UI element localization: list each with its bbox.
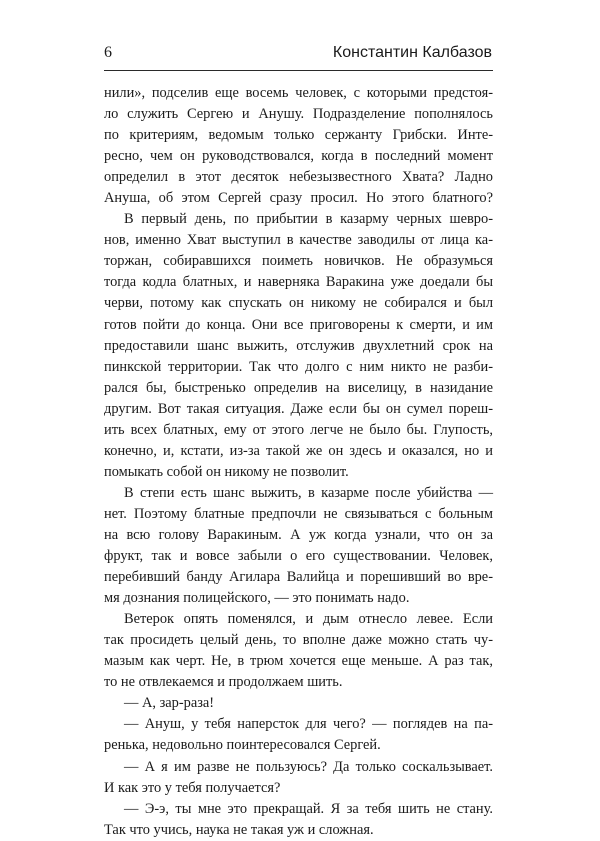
text-line: то не отвлекаемся и продолжаем шить. [104,674,343,691]
text-line: так просидеть целый день, то вполне даже можно стать чу- [104,632,493,649]
text-line: — Ануш, у тебя наперсток для чего? — поглядев на па- [124,716,493,733]
text-line: готов пойти до конца. Они все приговорены к смерти, и им [104,316,493,333]
text-line: другим. Вот такая ситуация. Даже если бы он сумел пореш- [104,400,493,417]
text-line: нет. Поэтому блатные предпочли не связываться с больным [104,505,493,522]
text-line: Так что учись, наука не такая уж и сложная. [104,821,374,838]
text-line: фрукт, так и вовсе забыли о его существовании. Человек, [104,548,493,565]
header-rule [104,70,493,71]
text-line: нов, именно Хват выступил в качестве заводилы от лица ка- [104,232,493,249]
text-line: И как это у тебя получается? [104,779,281,796]
text-line: предоставили шанс выжить, отслужив двухлетний срок на [104,337,493,354]
text-line: черви, потому как спускать он никому не собирался и был [104,295,493,312]
text-line: ресно, чем он руководствовался, когда в последний момент [104,148,493,165]
text-line: Ануша, об этом Сергей сразу просил. Но этого блатного? [104,190,493,207]
text-line: В первый день, по прибытии в казарму черных шевро- [124,211,493,228]
text-line: — Э-э, ты мне это прекращай. Я за тебя шить не стану. [124,800,493,817]
text-line: рался бы, быстренько определив на виселицу, в назидание [104,379,493,396]
text-line: определил в этот десяток небезызвестного Хвата? Ладно [104,169,493,186]
text-line: нили», подселив еще восемь человек, с которыми предстоя- [104,85,493,101]
text-line: Ветерок опять поменялся, и дым отнесло левее. Если [124,611,493,628]
text-line: помыкать собой он никому не позволит. [104,463,349,480]
text-line: — А, зар-раза! [124,695,215,712]
text-line: перебивший банду Агилара Валийца и порешивший во вре- [104,569,493,586]
text-line: ренька, недовольно поинтересовался Сергей. [104,737,381,754]
text-line: пинкской территории. Так что долго с ним никто не разби- [104,358,493,375]
page-number: 6 [104,44,112,61]
text-line: ить всех блатных, ему от этого легче не было бы. Глупость, [104,421,493,438]
page-header [104,44,492,68]
text-line: на всю голову Варакиным. А уж когда узнали, что он за [104,526,493,543]
running-title: Константин Калбазов [332,44,492,61]
text-line: тогда кодла блатных, и наверняка Варакина уже доедали бы [104,274,493,291]
text-line: по критериям, ведомым только сержанту Грибски. Инте- [104,127,493,144]
text-line: В степи есть шанс выжить, в казарме после убийства — [124,484,493,501]
text-line: конечно, и, кстати, из-за такой же он здесь и оказался, но и [104,442,493,459]
text-line: мя дознания полицейского, — это понимать надо. [104,590,410,607]
text-line: — А я им разве не пользуюсь? Да только соскальзывает. [124,758,493,775]
text-line: торжан, собиравшихся поиметь новичков. Не образумься [104,253,493,270]
text-line: мазым как черт. Не, в трюм хочется еще меньше. А раз так, [104,653,493,670]
text-line: ло служить Сергею и Анушу. Подразделение пополнялось [104,106,493,123]
body-text [104,83,493,841]
